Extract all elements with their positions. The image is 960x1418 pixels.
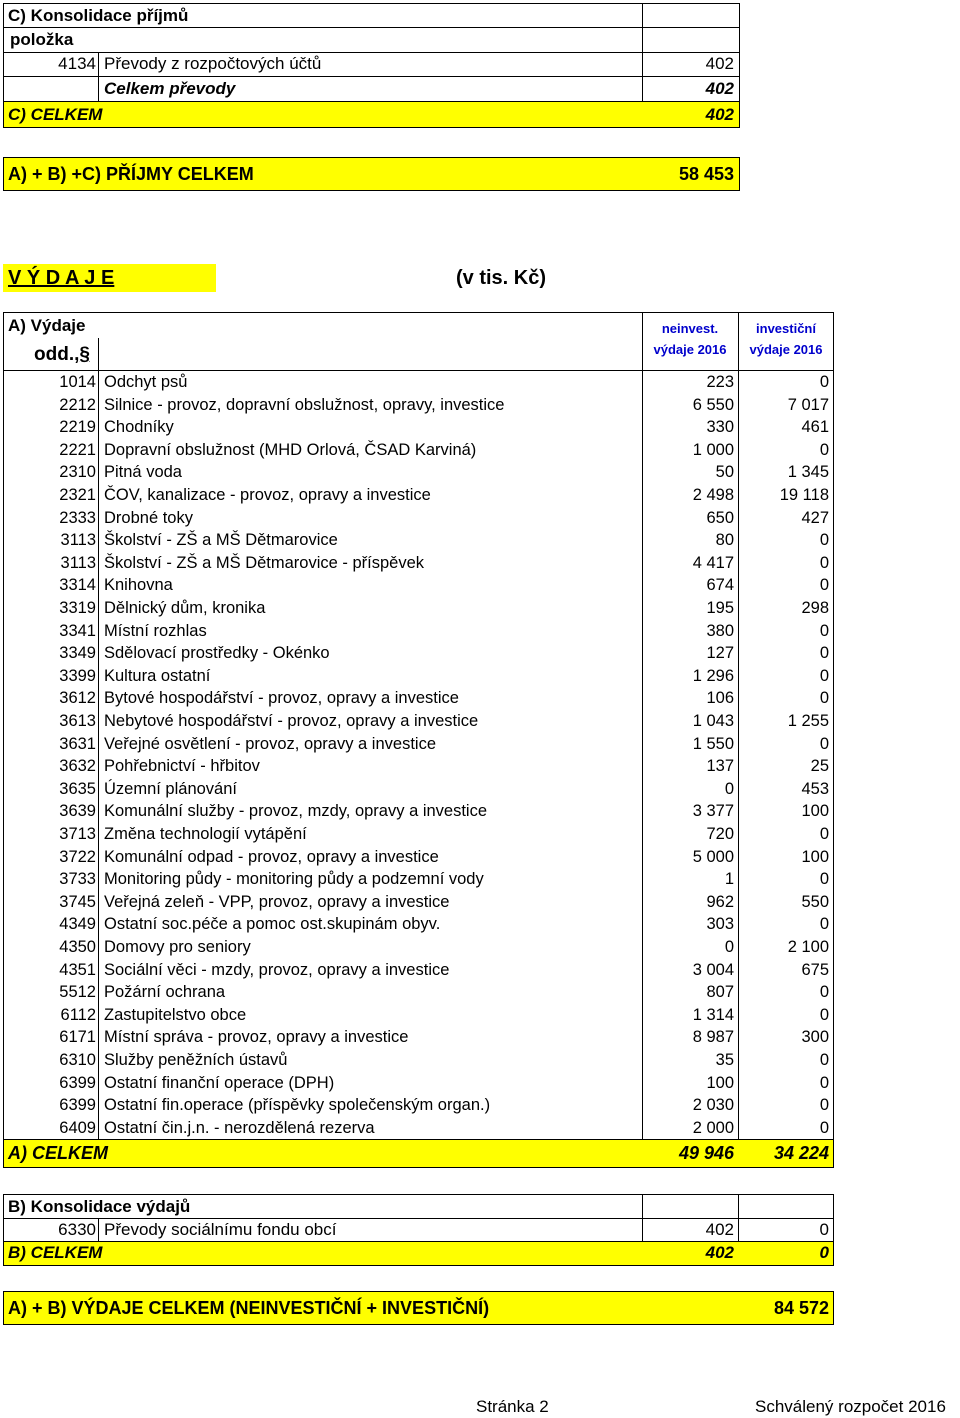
row-code: 6310: [59, 1051, 96, 1069]
table-row: [0, 1004, 960, 1027]
section-c-item-code: 4134: [58, 54, 96, 73]
table-row: [0, 461, 960, 484]
table-row: [0, 981, 960, 1004]
row-name: Pohřebnictví - hřbitov: [104, 757, 260, 776]
row-invest-value: 0: [819, 644, 829, 663]
row-code: 6399: [59, 1073, 96, 1092]
vydaje-title: V Ý D A J E: [8, 267, 115, 289]
row-noninvest-value: 50: [715, 463, 734, 482]
table-row: [0, 394, 960, 417]
row-invest-value: 0: [819, 1005, 829, 1024]
row-name: Změna technologií vytápění: [104, 825, 307, 843]
table-row: [0, 710, 960, 733]
row-code: 2219: [59, 418, 96, 437]
row-noninvest-value: 2 498: [692, 486, 734, 504]
row-invest-value: 0: [819, 825, 829, 843]
row-invest-value: 0: [819, 734, 829, 753]
row-name: Ostatní fin.operace (příspěvky společenským organ.): [104, 1096, 491, 1115]
row-invest-value: 0: [819, 553, 829, 572]
section-a-col-label-link: §: [79, 344, 90, 365]
row-noninvest-value: 0: [724, 779, 734, 798]
row-name: Komunální odpad - provoz, opravy a investice: [104, 847, 439, 866]
section-b-total-label: B) CELKEM: [8, 1243, 103, 1262]
row-code: 6112: [60, 1005, 96, 1024]
section-b-item-v2: 0: [819, 1220, 829, 1239]
row-code: 3319: [59, 599, 96, 617]
header-noninvest-line2: výdaje 2016: [653, 342, 727, 357]
row-name: Požární ochrana: [104, 983, 226, 1002]
table-row: [0, 823, 960, 846]
row-code: 6409: [59, 1118, 96, 1137]
row-code: 5512: [59, 983, 96, 1002]
row-name: Bytové hospodářství - provoz, opravy a investice: [104, 689, 459, 708]
section-b-total-v2: 0: [819, 1243, 829, 1262]
row-noninvest-value: 1 043: [692, 712, 734, 730]
table-row: [0, 484, 960, 507]
footer-doc: Schválený rozpočet 2016: [755, 1397, 946, 1416]
row-code: 2321: [59, 486, 96, 504]
section-a-col-label: [34, 344, 90, 366]
row-name: Místní rozhlas: [104, 621, 207, 640]
table-row: [0, 552, 960, 575]
row-noninvest-value: 4 417: [692, 553, 734, 572]
row-noninvest-value: 80: [715, 531, 734, 550]
row-name: Ostatní finanční operace (DPH): [104, 1073, 335, 1092]
row-name: Komunální služby - provoz, mzdy, opravy a investice: [104, 802, 488, 821]
row-name: Drobné toky: [104, 508, 193, 527]
row-noninvest-value: 106: [706, 689, 734, 708]
header-invest: [739, 318, 833, 360]
table-row: [0, 846, 960, 869]
table-row: [0, 597, 960, 620]
row-name: Školství - ZŠ a MŠ Dětmarovice - příspěvek: [104, 553, 425, 572]
row-name: Sociální věci - mzdy, provoz, opravy a investice: [104, 960, 450, 979]
row-noninvest-value: 1 000: [692, 440, 734, 459]
row-code: 2333: [59, 508, 96, 527]
row-name: Knihovna: [104, 576, 173, 595]
row-code: 4350: [59, 938, 96, 956]
section-b-item-v1: 402: [705, 1220, 734, 1239]
row-invest-value: 1 255: [787, 712, 829, 730]
row-code: 2221: [59, 440, 96, 459]
section-c-title: C) Konsolidace příjmů: [8, 6, 189, 25]
table-row: [0, 416, 960, 439]
row-noninvest-value: 195: [706, 599, 734, 617]
header-noninvest-line1: neinvest.: [661, 321, 719, 336]
table-row: [0, 800, 960, 823]
row-noninvest-value: 650: [706, 508, 734, 527]
row-noninvest-value: 674: [706, 576, 734, 595]
row-invest-value: 0: [819, 531, 829, 550]
header-noninvest: [643, 318, 737, 360]
row-noninvest-value: 100: [706, 1073, 734, 1092]
row-code: 3745: [59, 892, 96, 911]
row-noninvest-value: 2 030: [692, 1096, 734, 1115]
section-a-total-label: A) CELKEM: [8, 1143, 108, 1163]
section-b-title: B) Konsolidace výdajů: [8, 1197, 191, 1216]
row-invest-value: 0: [819, 983, 829, 1002]
row-invest-value: 2 100: [787, 938, 829, 956]
row-invest-value: 0: [819, 440, 829, 459]
row-noninvest-value: 380: [706, 621, 734, 640]
row-noninvest-value: 8 987: [692, 1028, 734, 1047]
row-code: 3722: [59, 847, 96, 866]
row-code: 4351: [59, 960, 96, 979]
row-invest-value: 100: [801, 847, 829, 866]
table-row: [0, 936, 960, 959]
row-noninvest-value: 962: [706, 892, 734, 911]
row-invest-value: 0: [819, 870, 829, 889]
row-noninvest-value: 1 314: [692, 1005, 734, 1024]
section-c-subtotal-label: Celkem převody: [104, 79, 236, 98]
row-name: Veřejné osvětlení - provoz, opravy a investice: [104, 734, 437, 753]
row-invest-value: 0: [819, 576, 829, 595]
row-invest-value: 550: [801, 892, 829, 911]
row-name: Kultura ostatní: [104, 666, 211, 685]
row-invest-value: 100: [801, 802, 829, 821]
row-invest-value: 675: [801, 960, 829, 979]
table-row: [0, 1094, 960, 1117]
row-invest-value: 0: [819, 373, 829, 391]
section-a-total-v1: 49 946: [678, 1143, 734, 1163]
row-code: 3613: [59, 712, 96, 730]
row-noninvest-value: 1 550: [692, 734, 734, 753]
income-total-value: 58 453: [678, 164, 734, 184]
row-name: Školství - ZŠ a MŠ Dětmarovice: [104, 531, 338, 550]
row-code: 3639: [59, 802, 96, 821]
header-invest-line1: investiční: [756, 321, 816, 336]
row-code: 3635: [59, 779, 96, 798]
table-row: [0, 1026, 960, 1049]
table-row: [0, 733, 960, 756]
section-a-col-label-text: odd.,: [34, 344, 80, 365]
row-code: 3113: [60, 553, 96, 572]
section-c-item-value: 402: [705, 54, 734, 73]
row-invest-value: 0: [819, 689, 829, 708]
row-code: 3399: [59, 666, 96, 685]
row-noninvest-value: 1 296: [692, 666, 734, 685]
section-c-subtotal-value: 402: [705, 79, 734, 98]
table-row: [0, 778, 960, 801]
row-code: 3612: [59, 689, 96, 708]
expense-total-value: 84 572: [773, 1298, 829, 1318]
section-a-title: A) Výdaje: [8, 316, 86, 335]
row-name: Služby peněžních ústavů: [104, 1051, 288, 1069]
row-invest-value: 19 118: [779, 486, 829, 504]
row-invest-value: 0: [819, 1073, 829, 1092]
table-row: [0, 371, 960, 394]
table-row: [0, 891, 960, 914]
table-row: [0, 959, 960, 982]
table-row: [0, 439, 960, 462]
row-noninvest-value: 223: [706, 373, 734, 391]
footer-page: Stránka 2: [476, 1397, 549, 1416]
table-row: [0, 1117, 960, 1140]
table-row: [0, 507, 960, 530]
income-total-label: A) + B) +C) PŘÍJMY CELKEM: [8, 164, 254, 184]
row-noninvest-value: 5 000: [692, 847, 734, 866]
row-name: Zastupitelstvo obce: [104, 1005, 247, 1024]
row-noninvest-value: 127: [706, 644, 734, 663]
table-row: [0, 574, 960, 597]
row-name: Místní správa - provoz, opravy a investice: [104, 1028, 409, 1047]
row-invest-value: 0: [819, 1051, 829, 1069]
row-name: Silnice - provoz, dopravní obslužnost, opravy, investice: [104, 395, 505, 414]
expense-total-label: A) + B) VÝDAJE CELKEM (NEINVESTIČNÍ + INVESTIČNÍ): [8, 1298, 490, 1318]
table-row: [0, 642, 960, 665]
row-code: 1014: [59, 373, 96, 391]
row-code: 3113: [60, 531, 96, 550]
row-code: 3631: [59, 734, 96, 753]
table-row: [0, 1072, 960, 1095]
row-code: 6171: [59, 1028, 96, 1047]
section-c-item-name: Převody z rozpočtových účtů: [104, 54, 322, 73]
table-row: [0, 529, 960, 552]
row-name: Ostatní čin.j.n. - nerozdělená rezerva: [104, 1118, 375, 1137]
row-code: 3314: [59, 576, 96, 595]
section-c-total-label: C) CELKEM: [8, 105, 103, 124]
vydaje-unit: (v tis. Kč): [456, 267, 547, 289]
row-name: Ostatní soc.péče a pomoc ost.skupinám obyv.: [104, 915, 441, 934]
row-invest-value: 1 345: [787, 463, 829, 482]
row-noninvest-value: 3 004: [692, 960, 734, 979]
row-invest-value: 298: [801, 599, 829, 617]
row-name: Chodníky: [104, 418, 174, 437]
table-row: [0, 868, 960, 891]
row-code: 3341: [59, 621, 96, 640]
row-noninvest-value: 137: [706, 757, 734, 776]
row-code: 2212: [59, 395, 96, 414]
row-name: Sdělovací prostředky - Okénko: [104, 644, 330, 663]
section-c-col-label: položka: [10, 30, 74, 49]
row-name: Odchyt psů: [104, 373, 188, 391]
row-name: Dopravní obslužnost (MHD Orlová, ČSAD Karviná): [104, 440, 477, 459]
row-noninvest-value: 35: [715, 1051, 734, 1069]
section-b-item-code: 6330: [58, 1220, 96, 1239]
row-noninvest-value: 720: [706, 825, 734, 843]
row-name: Územní plánování: [104, 779, 237, 798]
row-invest-value: 453: [801, 779, 829, 798]
row-invest-value: 25: [810, 757, 829, 776]
row-code: 3733: [59, 870, 96, 889]
row-code: 6399: [59, 1096, 96, 1115]
row-invest-value: 0: [819, 621, 829, 640]
row-code: 3349: [59, 644, 96, 663]
row-noninvest-value: 1: [724, 870, 734, 889]
row-invest-value: 7 017: [787, 395, 829, 414]
row-invest-value: 0: [819, 1096, 829, 1115]
row-noninvest-value: 0: [724, 938, 734, 956]
row-code: 3632: [59, 757, 96, 776]
row-name: Pitná voda: [104, 463, 182, 482]
table-row: [0, 665, 960, 688]
table-row: [0, 620, 960, 643]
row-name: Veřejná zeleň - VPP, provoz, opravy a investice: [104, 892, 450, 911]
row-name: Nebytové hospodářství - provoz, opravy a investice: [104, 712, 479, 730]
row-name: Domovy pro seniory: [104, 938, 251, 956]
row-noninvest-value: 3 377: [692, 802, 734, 821]
row-noninvest-value: 330: [706, 418, 734, 437]
row-name: Monitoring půdy - monitoring půdy a podzemní vody: [104, 870, 484, 889]
section-c-total-band: [4, 102, 739, 127]
row-noninvest-value: 303: [706, 915, 734, 934]
section-c-total-value: 402: [705, 105, 734, 124]
table-row: [0, 1049, 960, 1072]
table-row: [0, 913, 960, 936]
row-invest-value: 461: [801, 418, 829, 437]
row-name: Dělnický dům, kronika: [104, 599, 266, 617]
row-invest-value: 0: [819, 666, 829, 685]
section-a-total-v2: 34 224: [773, 1143, 829, 1163]
row-invest-value: 300: [801, 1028, 829, 1047]
row-name: ČOV, kanalizace - provoz, opravy a investice: [104, 486, 431, 504]
section-b-total-v1: 402: [705, 1243, 734, 1262]
row-code: 4349: [59, 915, 96, 934]
row-noninvest-value: 6 550: [692, 395, 734, 414]
section-b-item-name: Převody sociálnímu fondu obcí: [104, 1220, 337, 1239]
row-code: 2310: [59, 463, 96, 482]
table-row: [0, 755, 960, 778]
row-invest-value: 427: [801, 508, 829, 527]
row-noninvest-value: 2 000: [692, 1118, 734, 1137]
table-row: [0, 687, 960, 710]
row-code: 3713: [59, 825, 96, 843]
row-noninvest-value: 807: [706, 983, 734, 1002]
header-invest-line2: výdaje 2016: [749, 342, 823, 357]
row-invest-value: 0: [819, 1118, 829, 1137]
row-invest-value: 0: [819, 915, 829, 934]
